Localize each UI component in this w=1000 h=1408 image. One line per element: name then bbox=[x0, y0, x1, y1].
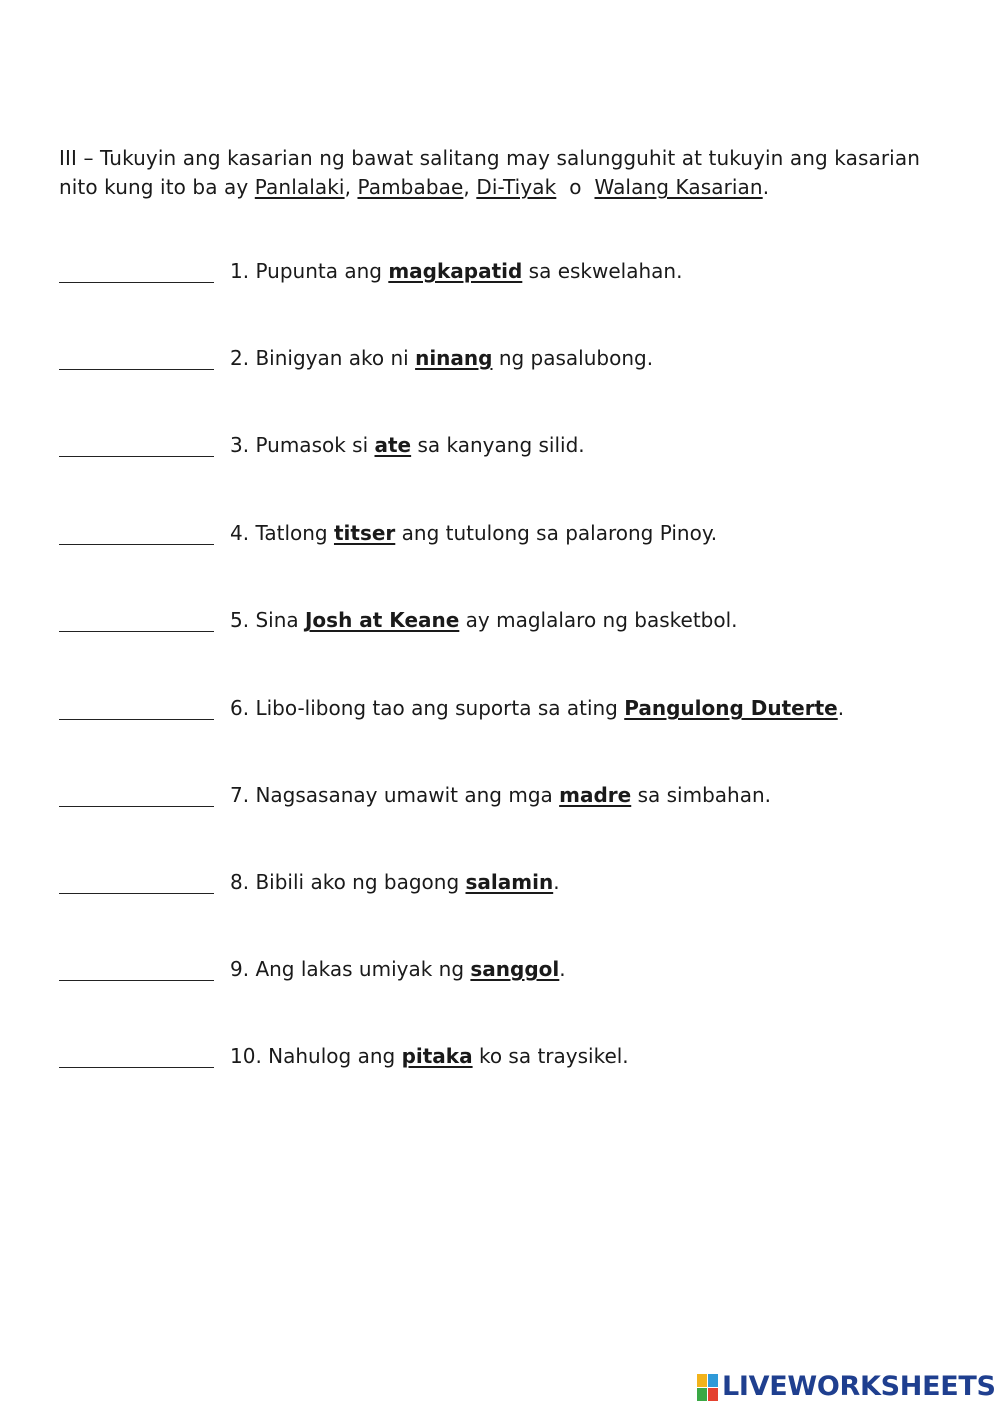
instructions bbox=[59, 144, 959, 202]
separator: , bbox=[463, 175, 477, 199]
question-text: 9. Ang lakas umiyak ng bbox=[230, 957, 471, 981]
question-item bbox=[59, 516, 959, 550]
period: . bbox=[762, 175, 770, 199]
question-item bbox=[59, 952, 959, 986]
answer-blank[interactable] bbox=[59, 282, 214, 283]
question-text: . bbox=[553, 870, 560, 894]
answer-blank[interactable] bbox=[59, 631, 214, 632]
question-text: sa eskwelahan. bbox=[522, 259, 683, 283]
question-text: 1. Pupunta ang bbox=[230, 259, 389, 283]
question-item bbox=[59, 865, 959, 899]
option-panlalaki: Panlalaki bbox=[254, 175, 345, 199]
logo-text: LIVEWORKSHEETS bbox=[722, 1371, 996, 1402]
question-sentence bbox=[230, 952, 566, 986]
question-text: 4. Tatlong bbox=[230, 521, 334, 545]
question-text: . bbox=[837, 696, 845, 720]
question-sentence bbox=[230, 341, 653, 375]
question-text: 6. Libo-libong tao ang suporta sa ating bbox=[230, 696, 625, 720]
question-sentence bbox=[230, 603, 738, 637]
question-text: sa simbahan. bbox=[631, 783, 771, 807]
answer-blank[interactable] bbox=[59, 806, 214, 807]
question-item bbox=[59, 254, 959, 288]
question-text: . bbox=[559, 957, 566, 981]
question-text: ang tutulong sa palarong Pinoy. bbox=[395, 521, 718, 545]
question-text: 3. Pumasok si bbox=[230, 433, 375, 457]
answer-blank[interactable] bbox=[59, 369, 214, 370]
underlined-word: Pangulong Duterte bbox=[624, 696, 838, 720]
question-text: 8. Bibili ako ng bagong bbox=[230, 870, 466, 894]
question-item bbox=[59, 603, 959, 637]
underlined-word: magkapatid bbox=[388, 259, 523, 283]
option-walang-kasarian: Walang Kasarian bbox=[594, 175, 763, 199]
question-sentence bbox=[230, 691, 844, 725]
question-sentence bbox=[230, 1039, 629, 1073]
question-text: ko sa traysikel. bbox=[472, 1044, 629, 1068]
answer-blank[interactable] bbox=[59, 1067, 214, 1068]
question-item bbox=[59, 341, 959, 375]
question-item bbox=[59, 691, 959, 725]
question-sentence bbox=[230, 516, 717, 550]
underlined-word: madre bbox=[559, 783, 632, 807]
answer-blank[interactable] bbox=[59, 719, 214, 720]
option-pambabae: Pambabae bbox=[357, 175, 464, 199]
underlined-word: sanggol bbox=[470, 957, 560, 981]
question-text: 5. Sina bbox=[230, 608, 305, 632]
question-text: ng pasalubong. bbox=[492, 346, 654, 370]
question-item bbox=[59, 428, 959, 462]
answer-blank[interactable] bbox=[59, 980, 214, 981]
answer-blank[interactable] bbox=[59, 893, 214, 894]
separator: o bbox=[556, 175, 595, 199]
option-di-tiyak: Di-Tiyak bbox=[476, 175, 557, 199]
instructions-text: III – Tukuyin ang kasarian ng bawat salitang may salungguhit at tukuyin ang kasarian nito kung ito ba ay bbox=[59, 146, 920, 199]
separator: , bbox=[344, 175, 358, 199]
question-sentence bbox=[230, 428, 585, 462]
answer-blank[interactable] bbox=[59, 456, 214, 457]
answer-blank[interactable] bbox=[59, 544, 214, 545]
underlined-word: salamin bbox=[465, 870, 554, 894]
question-sentence bbox=[230, 254, 682, 288]
underlined-word: ninang bbox=[415, 346, 493, 370]
underlined-word: pitaka bbox=[401, 1044, 473, 1068]
question-text: 7. Nagsasanay umawit ang mga bbox=[230, 783, 560, 807]
question-text: 2. Binigyan ako ni bbox=[230, 346, 416, 370]
liveworksheets-logo-icon bbox=[697, 1373, 719, 1401]
question-text: 10. Nahulog ang bbox=[230, 1044, 402, 1068]
question-text: sa kanyang silid. bbox=[411, 433, 585, 457]
underlined-word: titser bbox=[333, 521, 396, 545]
question-sentence bbox=[230, 865, 560, 899]
underlined-word: Josh at Keane bbox=[304, 608, 460, 632]
question-item bbox=[59, 1039, 959, 1073]
question-sentence bbox=[230, 778, 771, 812]
liveworksheets-logo bbox=[697, 1372, 996, 1402]
question-item bbox=[59, 778, 959, 812]
underlined-word: ate bbox=[374, 433, 412, 457]
question-text: ay maglalaro ng basketbol. bbox=[459, 608, 738, 632]
